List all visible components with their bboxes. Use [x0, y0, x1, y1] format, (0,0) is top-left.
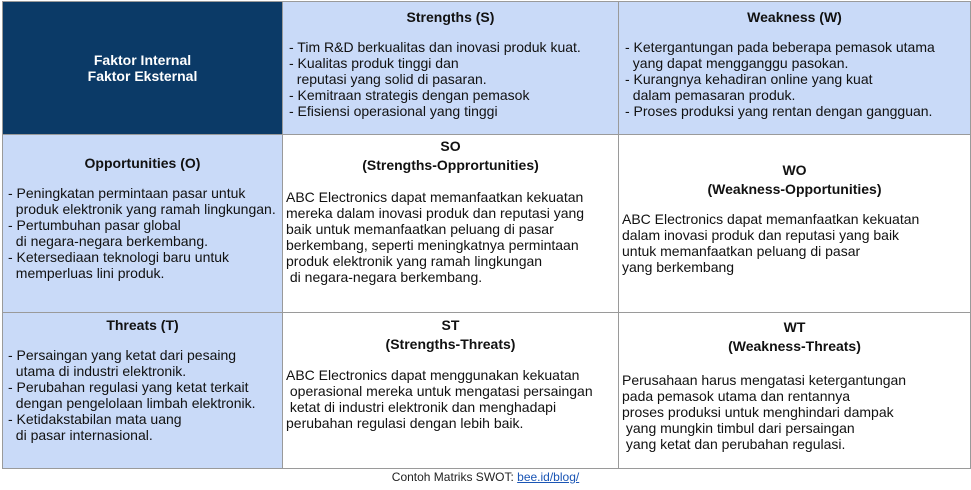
corner-header-cell [3, 2, 283, 135]
caption-label: Contoh Matriks SWOT: [391, 470, 514, 484]
opportunities-title: Opportunities (O) [84, 155, 201, 171]
source-caption [0, 470, 971, 484]
opportunities-cell [3, 135, 283, 313]
source-link[interactable]: bee.id/blog/ [517, 470, 580, 484]
strengths-item: - Kemitraan strategis dengan pemasok [289, 87, 530, 103]
st-line: ketat di industri elektronik dan menghadapi [286, 399, 557, 415]
strengths-item: - Kualitas produk tinggi dan [289, 55, 459, 71]
wt-line: yang ketat dan perubahan regulasi. [622, 436, 846, 452]
st-title: ST [441, 317, 460, 333]
strengths-item: reputasi yang solid di pasaran. [289, 71, 487, 87]
so-strategy-cell [283, 135, 619, 313]
threats-item: - Perubahan regulasi yang ketat terkait [8, 379, 249, 395]
threats-cell [3, 313, 283, 469]
so-line: baik untuk memanfaatkan peluang di pasar [286, 221, 554, 237]
so-title: SO [440, 138, 461, 154]
wo-description [619, 197, 970, 275]
wo-title: WO [782, 162, 807, 178]
so-line: di negara-negara berkembang. [286, 269, 483, 285]
threats-item: - Persaingan yang ketat dari pesaing [8, 347, 237, 363]
opportunities-item: - Pertumbuhan pasar global [8, 217, 181, 233]
opportunities-item: produk elektronik yang ramah lingkungan. [8, 201, 276, 217]
st-strategy-cell [283, 313, 619, 469]
weakness-list [619, 25, 970, 119]
strengths-item: - Tim R&D berkualitas dan inovasi produk kuat. [289, 39, 581, 55]
wo-line: dalam inovasi produk dan reputasi yang baik [622, 227, 900, 243]
so-line: mereka dalam inovasi produk dan reputasi yang [286, 205, 585, 221]
wo-line: yang berkembang [622, 259, 735, 275]
strengths-item: - Efisiensi operasional yang tinggi [289, 103, 498, 119]
threats-item: di pasar internasional. [8, 427, 153, 443]
st-subtitle: (Strengths-Threats) [385, 336, 516, 352]
wt-subtitle: (Weakness-Threats) [728, 338, 861, 354]
weakness-item: yang dapat mengganggu pasokan. [625, 55, 849, 71]
opportunities-item: memperluas lini produk. [8, 265, 165, 281]
wt-line: Perusahaan harus mengatasi ketergantungan [622, 372, 907, 388]
swot-matrix [2, 1, 971, 469]
weakness-item: - Proses produksi yang rentan dengan gangguan. [625, 103, 933, 119]
so-subtitle: (Strengths-Opprortunities) [362, 157, 539, 173]
wo-line: untuk memanfaatkan peluang di pasar [622, 243, 861, 259]
strengths-title: Strengths (S) [406, 9, 495, 25]
wo-strategy-cell [619, 135, 971, 313]
weakness-item: - Ketergantungan pada beberapa pemasok utama [625, 39, 935, 55]
wt-line: pada pemasok utama dan rentannya [622, 388, 851, 404]
weakness-item: dalam pemasaran produk. [625, 87, 796, 103]
internal-factor-label: Faktor Internal [93, 52, 192, 68]
opportunities-list [3, 171, 282, 281]
wt-title: WT [783, 319, 806, 335]
st-line: operasional mereka untuk mengatasi persaingan [286, 383, 593, 399]
st-description [283, 352, 618, 431]
wt-line: yang mungkin timbul dari persaingan [622, 420, 855, 436]
threats-item: utama di industri elektronik. [8, 363, 187, 379]
st-line: perubahan regulasi dengan lebih baik. [286, 415, 524, 431]
wt-description [619, 354, 970, 452]
so-description [283, 173, 618, 285]
threats-item: dengan pengelolaan limbah elektronik. [8, 395, 256, 411]
opportunities-item: di negara-negara berkembang. [8, 233, 209, 249]
st-line: ABC Electronics dapat menggunakan kekuatan [286, 367, 580, 383]
opportunities-item: - Peningkatan permintaan pasar untuk [8, 185, 246, 201]
strengths-list [283, 25, 618, 119]
wo-subtitle: (Weakness-Opportunities) [707, 181, 882, 197]
opportunities-item: - Ketersediaan teknologi baru untuk [8, 249, 230, 265]
so-line: berkembang, seperti meningkatnya permintaan [286, 237, 579, 253]
wt-line: proses produksi untuk menghindari dampak [622, 404, 894, 420]
threats-list [3, 333, 282, 443]
weakness-item: - Kurangnya kehadiran online yang kuat [625, 71, 873, 87]
external-factor-label: Faktor Eksternal [87, 68, 198, 84]
weakness-cell [619, 2, 971, 135]
so-line: produk elektronik yang ramah lingkungan [286, 253, 543, 269]
so-line: ABC Electronics dapat memanfaatkan kekuatan [286, 189, 584, 205]
weakness-title: Weakness (W) [747, 9, 842, 25]
threats-item: - Ketidakstabilan mata uang [8, 411, 182, 427]
wo-line: ABC Electronics dapat memanfaatkan kekuatan [622, 211, 920, 227]
threats-title: Threats (T) [106, 317, 179, 333]
strengths-cell [283, 2, 619, 135]
wt-strategy-cell [619, 313, 971, 469]
